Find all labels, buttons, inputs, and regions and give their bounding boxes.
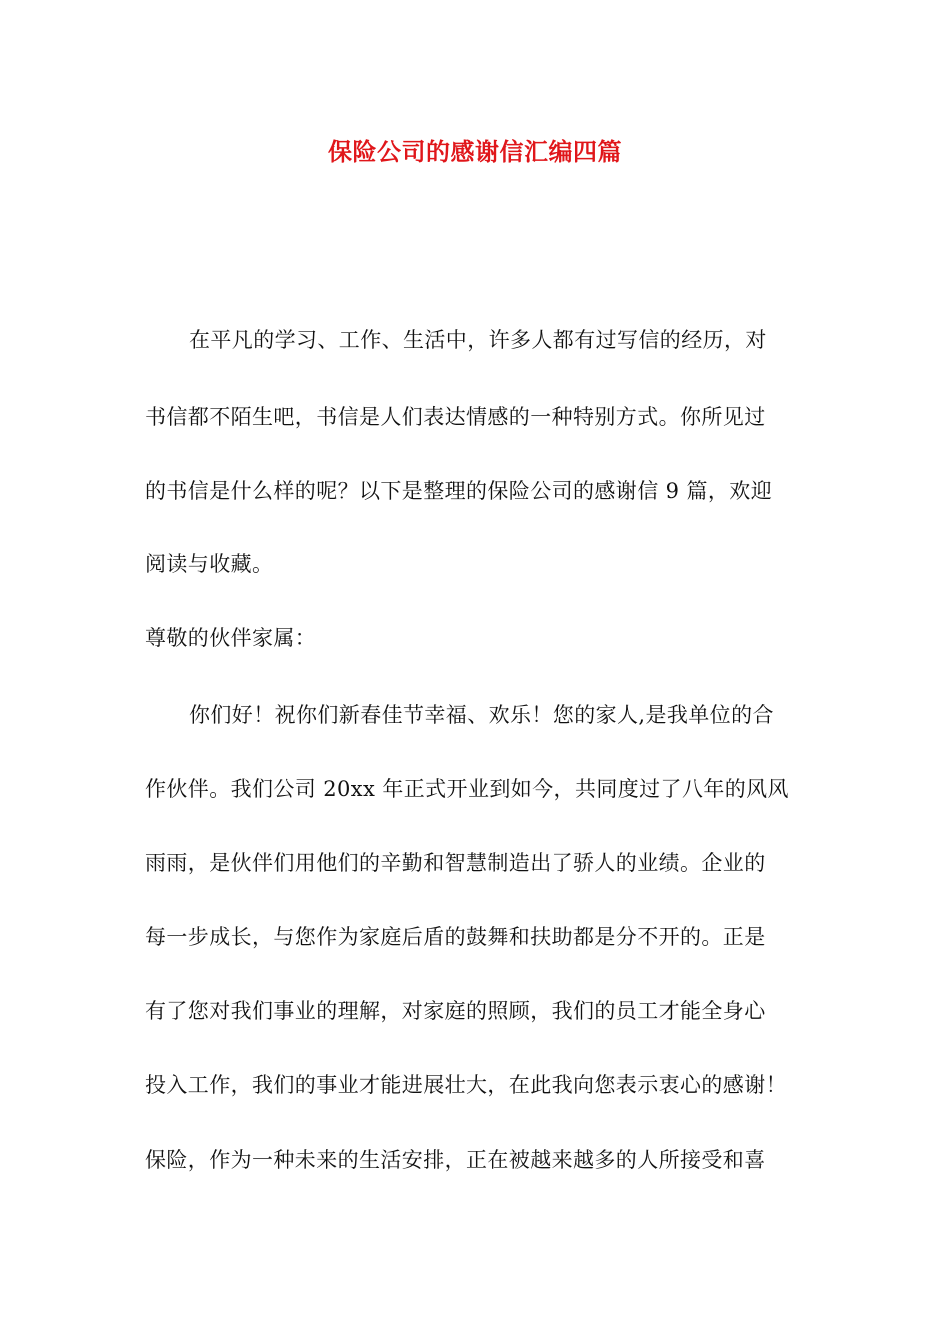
document-title: 保险公司的感谢信汇编四篇: [328, 137, 622, 166]
paragraph-2-line-5: 有了您对我们事业的理解，对家庭的照顾，我们的员工才能全身心: [145, 999, 766, 1023]
paragraph-1-line-1: 在平凡的学习、工作、生活中，许多人都有过写信的经历，对: [189, 328, 767, 352]
paragraph-2-line-1: 你们好！祝你们新春佳节幸福、欢乐！您的家人,是我单位的合: [189, 703, 774, 727]
paragraph-2-line-3: 雨雨，是伙伴们用他们的辛勤和智慧制造出了骄人的业绩。企业的: [145, 851, 766, 875]
paragraph-2-line-6: 投入工作，我们的事业才能进展壮大，在此我向您表示衷心的感谢！: [145, 1073, 787, 1097]
paragraph-2-line-4: 每一步成长，与您作为家庭后盾的鼓舞和扶助都是分不开的。正是: [145, 925, 766, 949]
paragraph-1-line-3: 的书信是什么样的呢？以下是整理的保险公司的感谢信 9 篇，欢迎: [145, 479, 773, 503]
paragraph-2-line-2: 作伙伴。我们公司 20xx 年正式开业到如今，共同度过了八年的风风: [145, 777, 789, 801]
paragraph-1-line-2: 书信都不陌生吧，书信是人们表达情感的一种特别方式。你所见过: [145, 405, 766, 429]
paragraph-2-line-7: 保险，作为一种未来的生活安排，正在被越来越多的人所接受和喜: [145, 1148, 766, 1172]
paragraph-1-line-4: 阅读与收藏。: [145, 552, 274, 576]
salutation: 尊敬的伙伴家属：: [145, 626, 317, 650]
